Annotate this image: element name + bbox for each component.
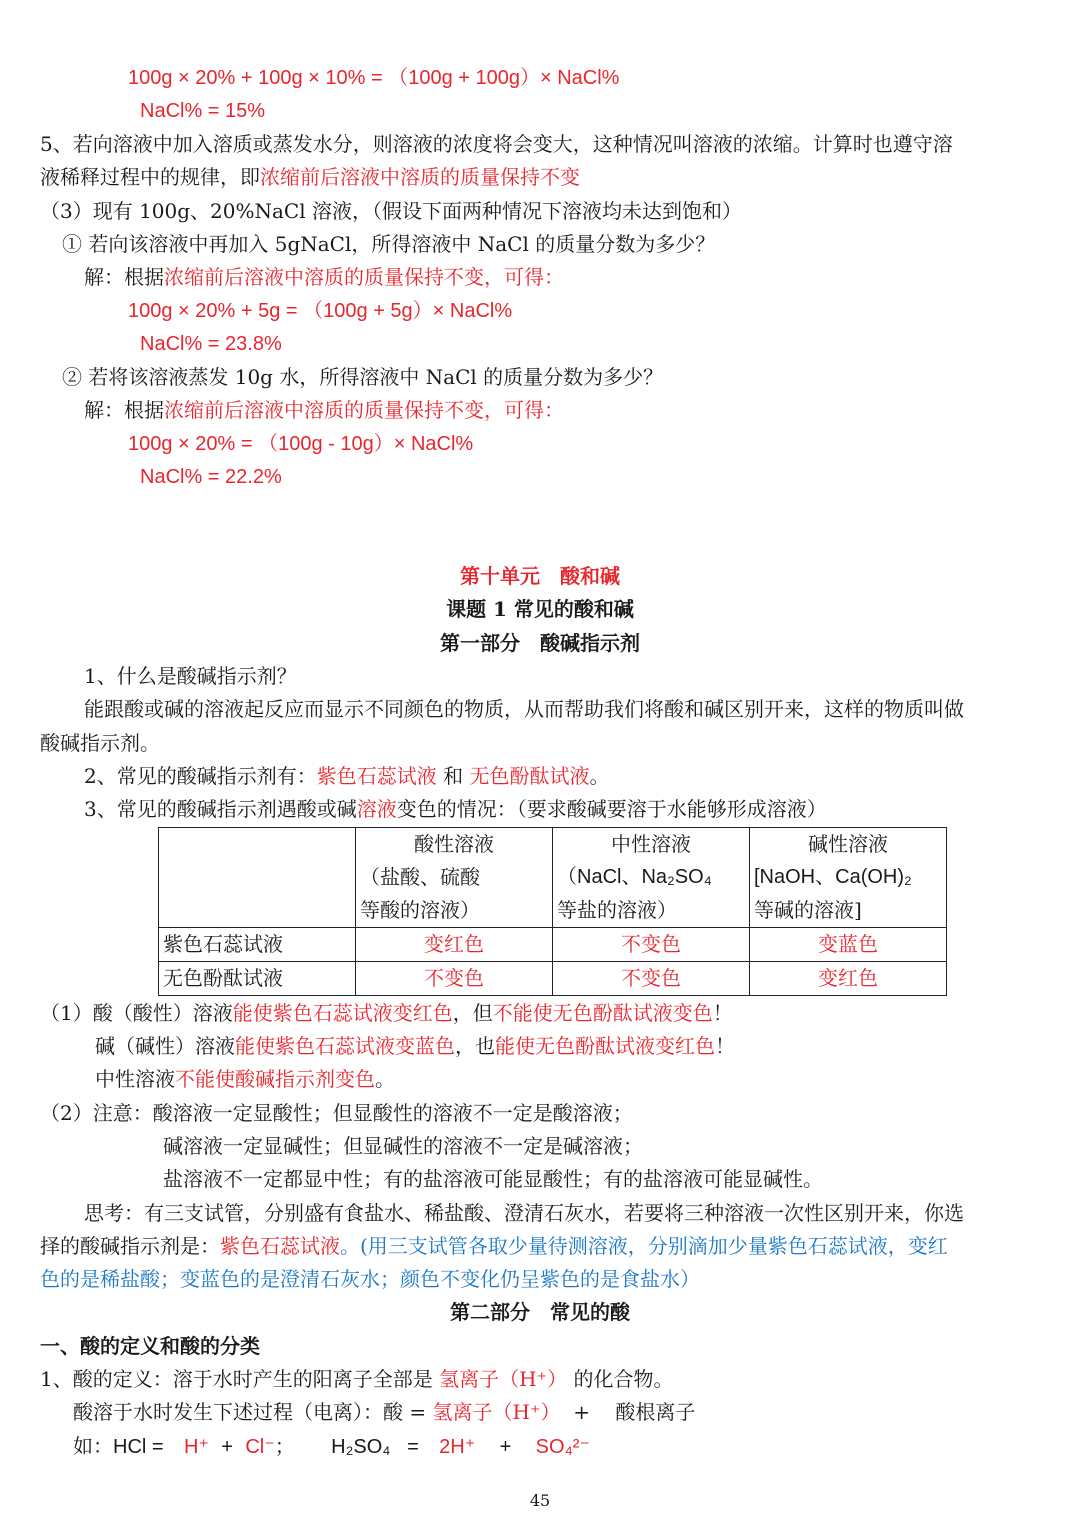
attention-line-1: （2）注意：酸溶液一定显酸性；但显酸性的溶液不一定是酸溶液；	[40, 1101, 633, 1125]
question-3: （3）现有 100g、20%NaCl 溶液，（假设下面两种情况下溶液均未达到饱和）	[40, 199, 742, 223]
note-base: 碱（碱性）溶液能使紫色石蕊试液变蓝色，也能使无色酚酞试液变红色！	[95, 1034, 735, 1058]
indicator-table	[158, 827, 947, 996]
table-cell: 变蓝色	[750, 928, 947, 962]
table-header-base: 碱性溶液 [NaOH、Ca(OH)₂ 等碱的溶液]	[750, 828, 947, 928]
table-cell: 不变色	[356, 962, 553, 996]
question-3-2: ② 若将该溶液蒸发 10g 水，所得溶液中 NaCl 的质量分数为多少？	[62, 365, 664, 389]
table-header-row	[159, 828, 947, 928]
table-cell: 变红色	[750, 962, 947, 996]
note-acid: （1）酸（酸性）溶液能使紫色石蕊试液变红色，但不能使无色酚酞试液变色！	[40, 1001, 733, 1025]
think-line-3: 色的是稀盐酸；变蓝色的是澄清石灰水；颜色不变化仍呈紫色的是食盐水）	[40, 1267, 700, 1291]
equation-3: 100g × 20% = （100g - 10g）× NaCl%	[128, 433, 474, 455]
think-line-2: 择的酸碱指示剂是：紫色石蕊试液。(用三支试管各取少量待测溶液，分别滴加少量紫色石蕊试液，变红	[40, 1234, 948, 1258]
solution-2: 解：根据浓缩前后溶液中溶质的质量保持不变，可得：	[84, 398, 564, 422]
part-1-title: 第一部分 酸碱指示剂	[440, 631, 640, 655]
para-5-line-1: 5、若向溶液中加入溶质或蒸发水分，则溶液的浓度将会变大，这种情况叫溶液的浓缩。计算时也遵守溶	[40, 132, 953, 156]
definition-line-2: 酸碱指示剂。	[40, 731, 160, 755]
table-cell: 变红色	[356, 928, 553, 962]
table-row-label: 无色酚酞试液	[159, 962, 356, 996]
acid-ionization: 酸溶于水时发生下述过程（电离）：酸 = 氢离子（H⁺） + 酸根离子	[73, 1400, 696, 1424]
table-cell: 不变色	[553, 928, 750, 962]
equation-1: 100g × 20% + 100g × 10% = （100g + 100g）× NaCl%	[128, 67, 620, 89]
attention-line-3: 盐溶液不一定都显中性；有的盐溶液可能显酸性；有的盐溶液可能显碱性。	[163, 1167, 823, 1191]
lesson-title: 课题 1 常见的酸和碱	[446, 597, 634, 621]
note-neutral: 中性溶液不能使酸碱指示剂变色。	[95, 1067, 395, 1091]
page-number: 45	[529, 1491, 551, 1510]
think-line-1: 思考：有三支试管，分别盛有食盐水、稀盐酸、澄清石灰水，若要将三种溶液一次性区别开来，你选	[84, 1201, 964, 1225]
table-row	[159, 962, 947, 996]
part-2-title: 第二部分 常见的酸	[450, 1300, 630, 1324]
table-row-label: 紫色石蕊试液	[159, 928, 356, 962]
table-header-acid: 酸性溶液 （盐酸、硫酸 等酸的溶液）	[356, 828, 553, 928]
attention-line-2: 碱溶液一定显碱性；但显碱性的溶液不一定是碱溶液；	[163, 1134, 643, 1158]
definition-line-1: 能跟酸或碱的溶液起反应而显示不同颜色的物质，从而帮助我们将酸和碱区别开来，这样的物质叫做	[84, 697, 964, 721]
solution-1: 解：根据浓缩前后溶液中溶质的质量保持不变，可得：	[84, 265, 564, 289]
result-3: NaCl% = 22.2%	[140, 466, 282, 488]
ionization-example: 如：HCl = H⁺ + Cl⁻； H₂SO₄ = 2H⁺ + SO₄²⁻	[73, 1434, 590, 1458]
section-1-title: 一、酸的定义和酸的分类	[40, 1334, 260, 1358]
result-1: NaCl% = 15%	[140, 100, 266, 122]
result-2: NaCl% = 23.8%	[140, 333, 282, 355]
table-row	[159, 928, 947, 962]
table-header-neutral: 中性溶液 （NaCl、Na₂SO₄ 等盐的溶液）	[553, 828, 750, 928]
question-indicator: 1、什么是酸碱指示剂？	[84, 664, 297, 688]
table-corner-cell	[159, 828, 356, 928]
para-5-line-2: 液稀释过程中的规律，即浓缩前后溶液中溶质的质量保持不变	[40, 165, 580, 189]
common-indicators: 2、常见的酸碱指示剂有：紫色石蕊试液 和 无色酚酞试液。	[84, 764, 610, 788]
question-3-1: ① 若向该溶液中再加入 5gNaCl，所得溶液中 NaCl 的质量分数为多少？	[62, 232, 716, 256]
table-cell: 不变色	[553, 962, 750, 996]
unit-title: 第十单元 酸和碱	[460, 564, 620, 588]
equation-2: 100g × 20% + 5g = （100g + 5g）× NaCl%	[128, 300, 513, 322]
acid-definition: 1、酸的定义：溶于水时产生的阳离子全部是 氢离子（H⁺） 的化合物。	[40, 1367, 674, 1391]
color-change-intro: 3、常见的酸碱指示剂遇酸或碱溶液变色的情况：（要求酸碱要溶于水能够形成溶液）	[84, 797, 827, 821]
